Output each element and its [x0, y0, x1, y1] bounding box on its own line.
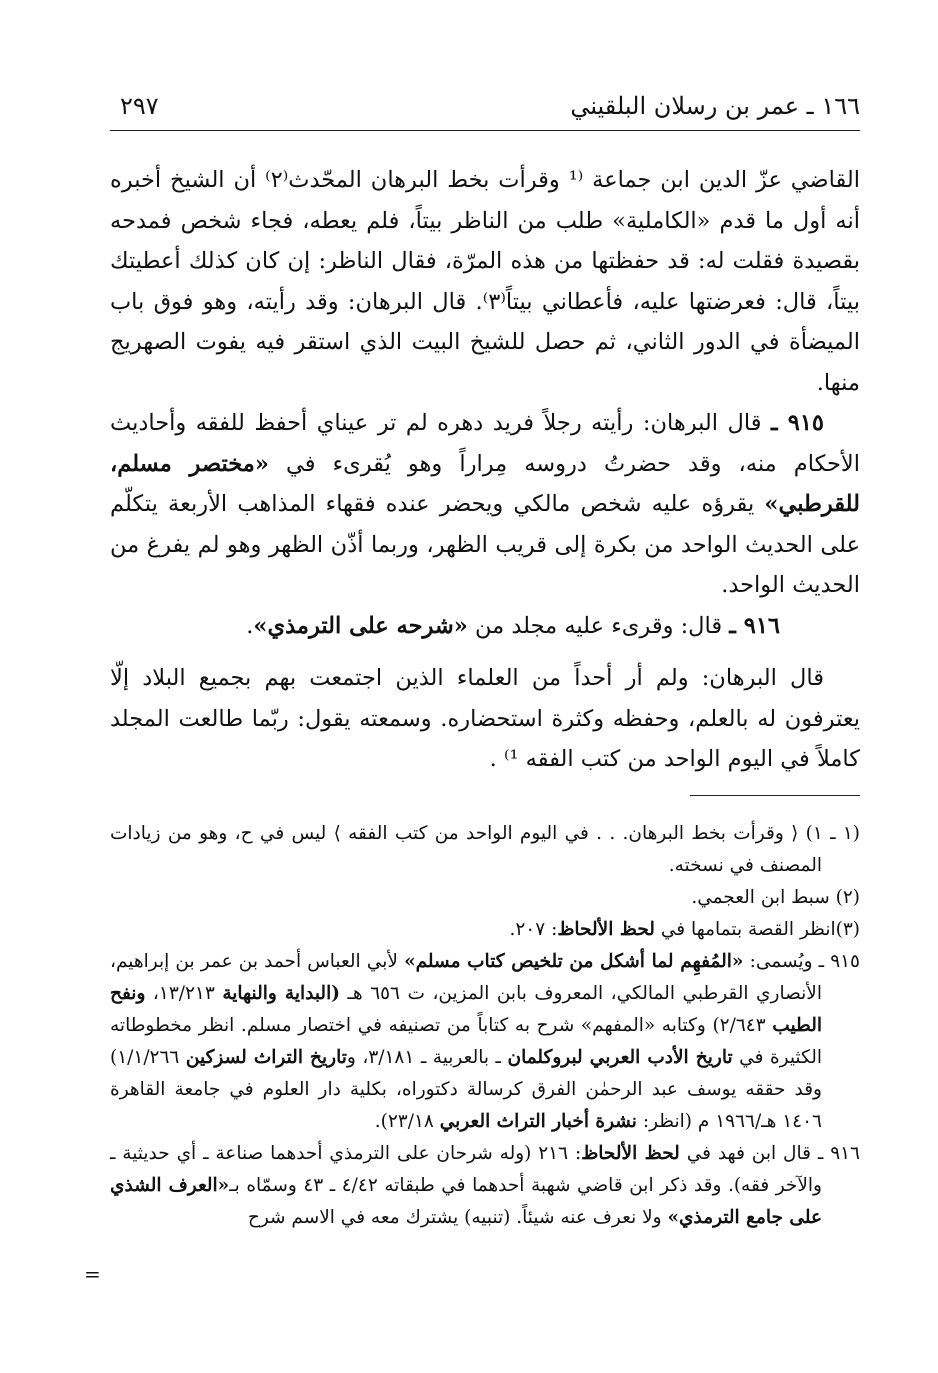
paragraph-915-text-b: يقرؤه عليه شخص مالكي ويحضر عنده فقهاء المذاهب الأربعة يتكلّم على الحديث الواحد من بكرة إلى قريب الظهر، وربما أذّن الظهر وهو لم يفرغ من الحديث الواحد. [110, 491, 860, 598]
footnote-915-nashra: نشرة أخبار التراث العربي [439, 1111, 637, 1132]
footnote-3-text-b: : ٢٠٧. [509, 919, 558, 940]
paragraph-4: قال البرهان: ولم أر أحداً من العلماء الذين اجتمعت بهم بجميع البلاد إلّا يعترفون له بالعلم، وحفظه وكثرة استحضاره. وسمعته يقول: ربّما طالعت المجلد كاملاً في اليوم الواحد من كتب الفقه ¹⁾ . [110, 665, 860, 772]
book-title-sharh-tirmidhi: «شرحه على الترمذي» [253, 612, 468, 639]
footnote-2 [110, 882, 860, 914]
footnote-915-text-f: ٢/٦٤٣) وكتابه «المفهم» شرح به كتاباً من تصنيفه في اختصار مسلم. انظر مخطوطاته الكثيرة في [110, 1015, 823, 1068]
footnote-915-title: «المُفهِم لما أشكل من تلخيص كتاب مسلم» [404, 951, 744, 972]
footnote-915-nafh: ونفح الطيب [110, 983, 822, 1036]
footnote-916-text-b: : ٢١٦ (وله شرحان على الترمذي أحدهما صناعة ـ أي حديثية ـ والآخر فقه). وقد ذكر ابن قاضي شهبة أحدهما في طبقاته ٤/٤٢ ـ ٤٣ وسمّاه بـ [110, 1143, 822, 1196]
paragraph-915-text-a: قال البرهان: رأيته رجلاً فريد دهره لم تر عيناي أحفظ للفقه وأحاديث الأحكام منه، وقد حضرتُ دروسه مِراراً وهو يُقرىء في [110, 410, 860, 477]
footnote-2-label: (٢) [835, 887, 860, 908]
footnote-916-label: ٩١٦ ـ [817, 1143, 860, 1164]
footnote-3-title: لحظ الألحاظ [557, 919, 655, 940]
footnote-915-text-a: ويُسمى: [749, 951, 813, 972]
entry-number-915: ٩١٥ ـ [770, 410, 824, 436]
paragraph-916-text-b: . [246, 612, 254, 639]
footnote-915 [110, 946, 860, 1138]
running-header [110, 86, 860, 131]
footnote-3-label: (٣) [835, 919, 860, 940]
book-title-mukhtasar-muslim: «مختصر مسلم، للقرطبي» [110, 450, 860, 517]
footnote-916-urf: «العرف الشذي على جامع الترمذي» [110, 1175, 822, 1228]
entry-number-916: ٩١٦ ـ [729, 612, 780, 639]
paragraph-915 [110, 403, 860, 606]
footnote-3 [110, 914, 860, 946]
footnote-2-text: سبط ابن العجمي. [691, 887, 830, 908]
footnote-3-text-a: انظر القصة بتمامها في [660, 919, 836, 940]
footnote-916 [110, 1138, 860, 1234]
footnote-915-sezgin: تاريخ التراث لسزكين [185, 1047, 347, 1068]
paragraph-916 [110, 606, 860, 647]
paragraph-916-text-a: قال: وقرىء عليه مجلد من [475, 612, 723, 639]
footnote-separator [690, 795, 860, 796]
footnote-916-text-a: قال ابن فهد في [686, 1143, 811, 1164]
continuation-mark: = [84, 1262, 101, 1286]
main-text [110, 160, 860, 780]
footnote-915-text-d: ١٣/٢١٣، [145, 983, 215, 1004]
footnotes [110, 818, 860, 1234]
footnote-916-title: لحظ الألحاظ [581, 1143, 680, 1164]
footnote-1-text: ⟨ وقرأت بخط البرهان. . . في اليوم الواحد من كتب الفقه ⟩ ليس في ح، وهو من زيادات المصنف في نسخته. [110, 823, 822, 876]
footnote-916-text-d: ولا نعرف عنه شيئاً. (تنبيه) يشترك معه في الاسم شرح [247, 1207, 662, 1228]
footnote-915-text-h: ـ بالعربية ـ ٣/١٨١، و [346, 1047, 501, 1068]
page-number: ٢٩٧ [120, 92, 159, 120]
running-title: ١٦٦ ـ عمر بن رسلان البلقيني [570, 92, 860, 120]
footnote-1 [110, 818, 860, 882]
footnote-915-text-j: ١/١/٢٦٦) وقد حققه يوسف عبد الرحمٰن الفرق كرسالة دكتوراه، بكلية دار العلوم في جامعة القاهرة ١٤٠٦ هـ/١٩٦٦ م (انظر: [110, 1047, 822, 1132]
footnote-1-label: (١ ـ ١) [805, 823, 860, 844]
footnote-915-text-b: لأبي العباس أحمد بن عمر بن إبراهيم، الأنصاري القرطبي المالكي، المعروف بابن المزين، ت ٦٥٦ هـ [110, 951, 822, 1004]
footnote-915-bidaya: (البداية والنهاية [222, 983, 340, 1004]
paragraph-1: القاضي عزّ الدين ابن جماعة ⁽¹ وقرأت بخط البرهان المحّدث⁽٢⁾ أن الشيخ أخبره أنه أول ما قدم «الكاملية» طلب من الناظر بيتاً، فلم يعطه، فجاء شخص فمدحه بقصيدة فقلت له: قد حفظتها من هذه المرّة، فقال الناظر: إن كان كذلك أعطيتك بيتاً، قال: فعرضتها عليه، فأعطاني بيتاً⁽٣⁾. قال البرهان: وقد رأيته، وهو فوق باب الميضأة في الدور الثاني، ثم حصل للشيخ البيت الذي استقر فيه يفوت الصهريج منها. [110, 167, 860, 396]
footnote-915-label: ٩١٥ ـ [818, 951, 860, 972]
footnote-915-text-l: ٢٣/١٨). [374, 1111, 434, 1132]
footnote-915-brockelmann: تاريخ الأدب العربي لبروكلمان [507, 1047, 733, 1068]
